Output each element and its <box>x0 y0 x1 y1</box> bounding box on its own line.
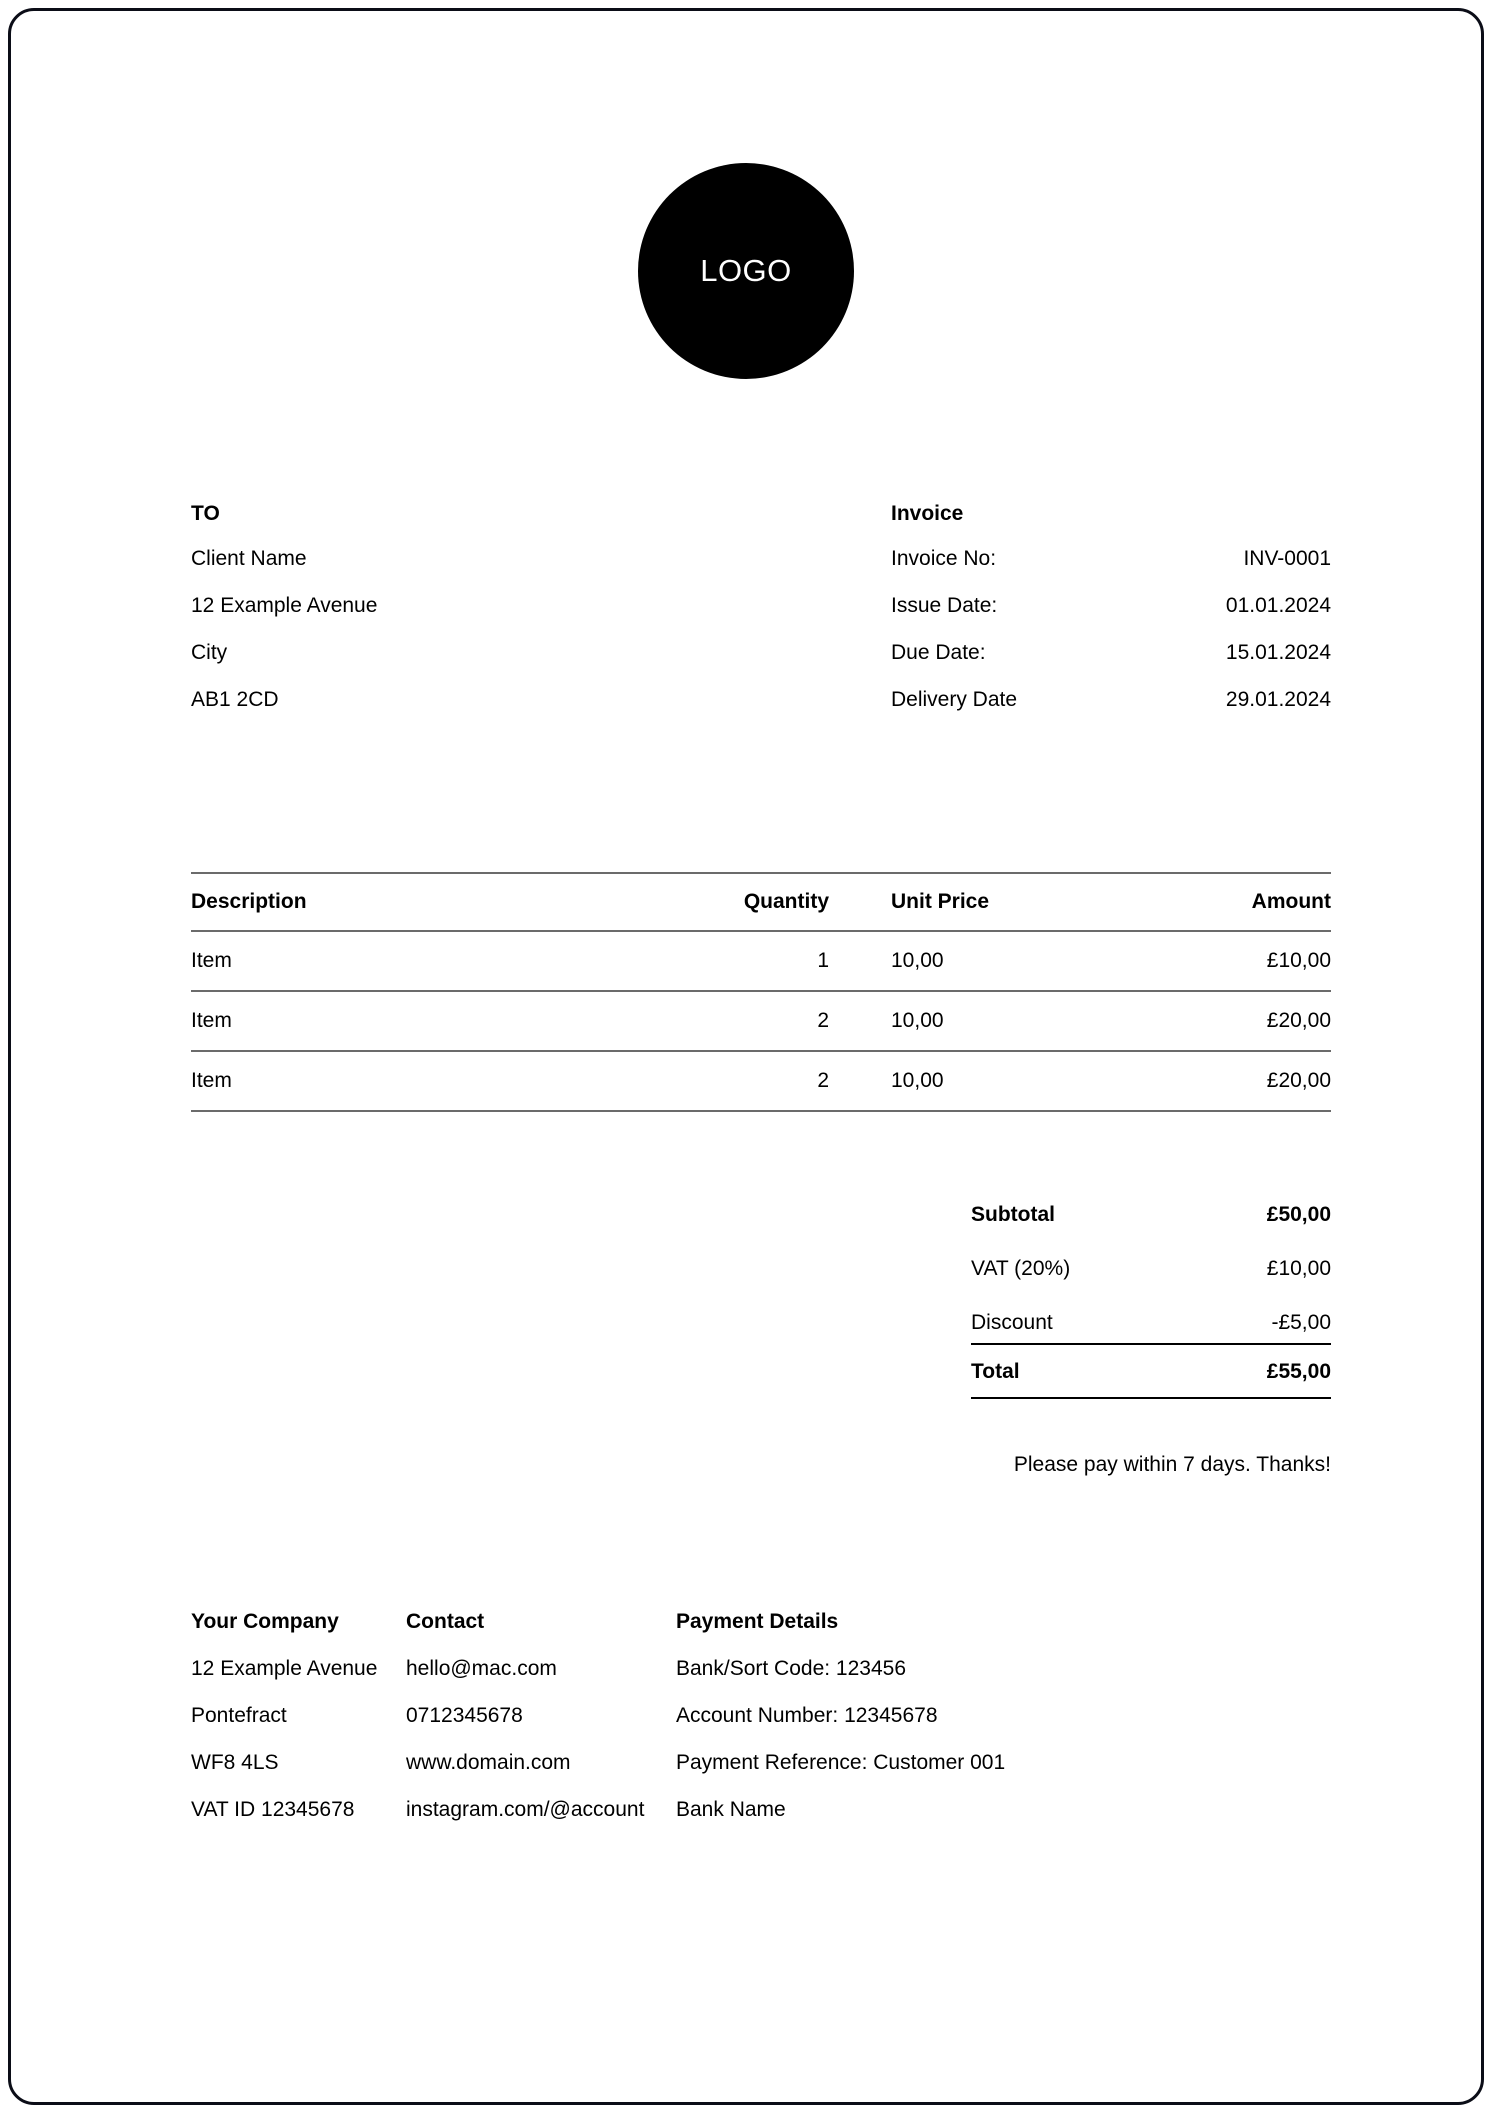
due-date-label: Due Date: <box>891 641 986 664</box>
subtotal-value: £50,00 <box>1266 1202 1331 1226</box>
invoice-page <box>8 8 1484 2105</box>
vat-value: £10,00 <box>1266 1256 1331 1280</box>
invoice-number-value: INV-0001 <box>1243 547 1331 570</box>
bill-to-line: 12 Example Avenue <box>191 594 378 617</box>
issue-date-value: 01.01.2024 <box>1225 594 1331 617</box>
cell-amount: £10,00 <box>1266 949 1331 972</box>
footer-company-line: WF8 4LS <box>191 1751 279 1774</box>
line-items-header <box>191 873 1331 931</box>
table-row <box>191 931 1331 991</box>
delivery-date-value: 29.01.2024 <box>1225 688 1331 711</box>
footer-payment-line: Bank/Sort Code: 123456 <box>676 1657 906 1680</box>
footer-company-column <box>191 1611 406 1846</box>
footer-company-heading: Your Company <box>191 1610 339 1633</box>
footer-contact-email[interactable]: hello@mac.com <box>406 1657 557 1680</box>
discount-label: Discount <box>971 1310 1053 1334</box>
footer-company-line: 12 Example Avenue <box>191 1657 378 1680</box>
invoice-meta-row <box>891 548 1331 569</box>
invoice-meta-row <box>891 595 1331 616</box>
table-header-row <box>191 873 1331 931</box>
cell-description: Item <box>191 949 232 972</box>
cell-description: Item <box>191 1009 232 1032</box>
logo-container <box>11 163 1481 379</box>
discount-value: -£5,00 <box>1271 1310 1331 1334</box>
invoice-meta-block <box>891 503 1331 736</box>
cell-unit-price: 10,00 <box>891 1009 944 1032</box>
footer-payment-column <box>676 1611 1276 1846</box>
cell-quantity: 2 <box>817 1069 829 1092</box>
invoice-meta-row <box>891 689 1331 710</box>
bill-to-block <box>191 503 711 736</box>
footer-contact-website[interactable]: www.domain.com <box>406 1751 571 1774</box>
vat-label: VAT (20%) <box>971 1256 1071 1280</box>
cell-amount: £20,00 <box>1266 1069 1331 1092</box>
subtotal-row <box>971 1193 1331 1235</box>
footer-contact-instagram[interactable]: instagram.com/@account <box>406 1798 645 1821</box>
cell-quantity: 2 <box>817 1009 829 1032</box>
payment-note: Please pay within 7 days. Thanks! <box>1013 1453 1331 1476</box>
vat-row <box>971 1247 1331 1289</box>
bill-to-line: AB1 2CD <box>191 688 279 711</box>
column-header-description: Description <box>191 890 307 913</box>
discount-row <box>971 1301 1331 1343</box>
bill-to-line: City <box>191 641 228 664</box>
table-row <box>191 1051 1331 1111</box>
footer-company-line: Pontefract <box>191 1704 287 1727</box>
cell-quantity: 1 <box>817 949 829 972</box>
footer-contact-column <box>406 1611 676 1846</box>
logo-text: LOGO <box>700 253 792 288</box>
cell-amount: £20,00 <box>1266 1009 1331 1032</box>
invoice-meta-row <box>891 642 1331 663</box>
invoice-number-label: Invoice No: <box>891 547 997 570</box>
column-header-quantity: Quantity <box>743 890 829 913</box>
bill-to-heading: TO <box>191 502 220 525</box>
invoice-meta-heading: Invoice <box>891 502 964 525</box>
due-date-value: 15.01.2024 <box>1225 641 1331 664</box>
footer-contact-heading: Contact <box>406 1610 485 1633</box>
footer-company-line: VAT ID 12345678 <box>191 1798 355 1821</box>
subtotal-label: Subtotal <box>971 1202 1055 1226</box>
footer-payment-line: Bank Name <box>676 1798 786 1821</box>
line-items-body <box>191 931 1331 1111</box>
totals-section <box>971 1193 1331 1399</box>
column-header-unit-price: Unit Price <box>891 890 990 913</box>
cell-description: Item <box>191 1069 232 1092</box>
total-value: £55,00 <box>1266 1359 1331 1383</box>
column-header-amount: Amount <box>1251 890 1331 913</box>
logo-circle <box>638 163 854 379</box>
line-items-table <box>191 872 1331 1112</box>
footer-payment-heading: Payment Details <box>676 1610 839 1633</box>
total-label: Total <box>971 1359 1020 1383</box>
cell-unit-price: 10,00 <box>891 949 944 972</box>
cell-unit-price: 10,00 <box>891 1069 944 1092</box>
issue-date-label: Issue Date: <box>891 594 998 617</box>
footer-contact-phone[interactable]: 0712345678 <box>406 1704 523 1727</box>
delivery-date-label: Delivery Date <box>891 688 1018 711</box>
bill-to-line: Client Name <box>191 547 307 570</box>
table-row <box>191 991 1331 1051</box>
footer-payment-line: Account Number: 12345678 <box>676 1704 938 1727</box>
total-row <box>971 1343 1331 1399</box>
footer-payment-line: Payment Reference: Customer 001 <box>676 1751 1006 1774</box>
